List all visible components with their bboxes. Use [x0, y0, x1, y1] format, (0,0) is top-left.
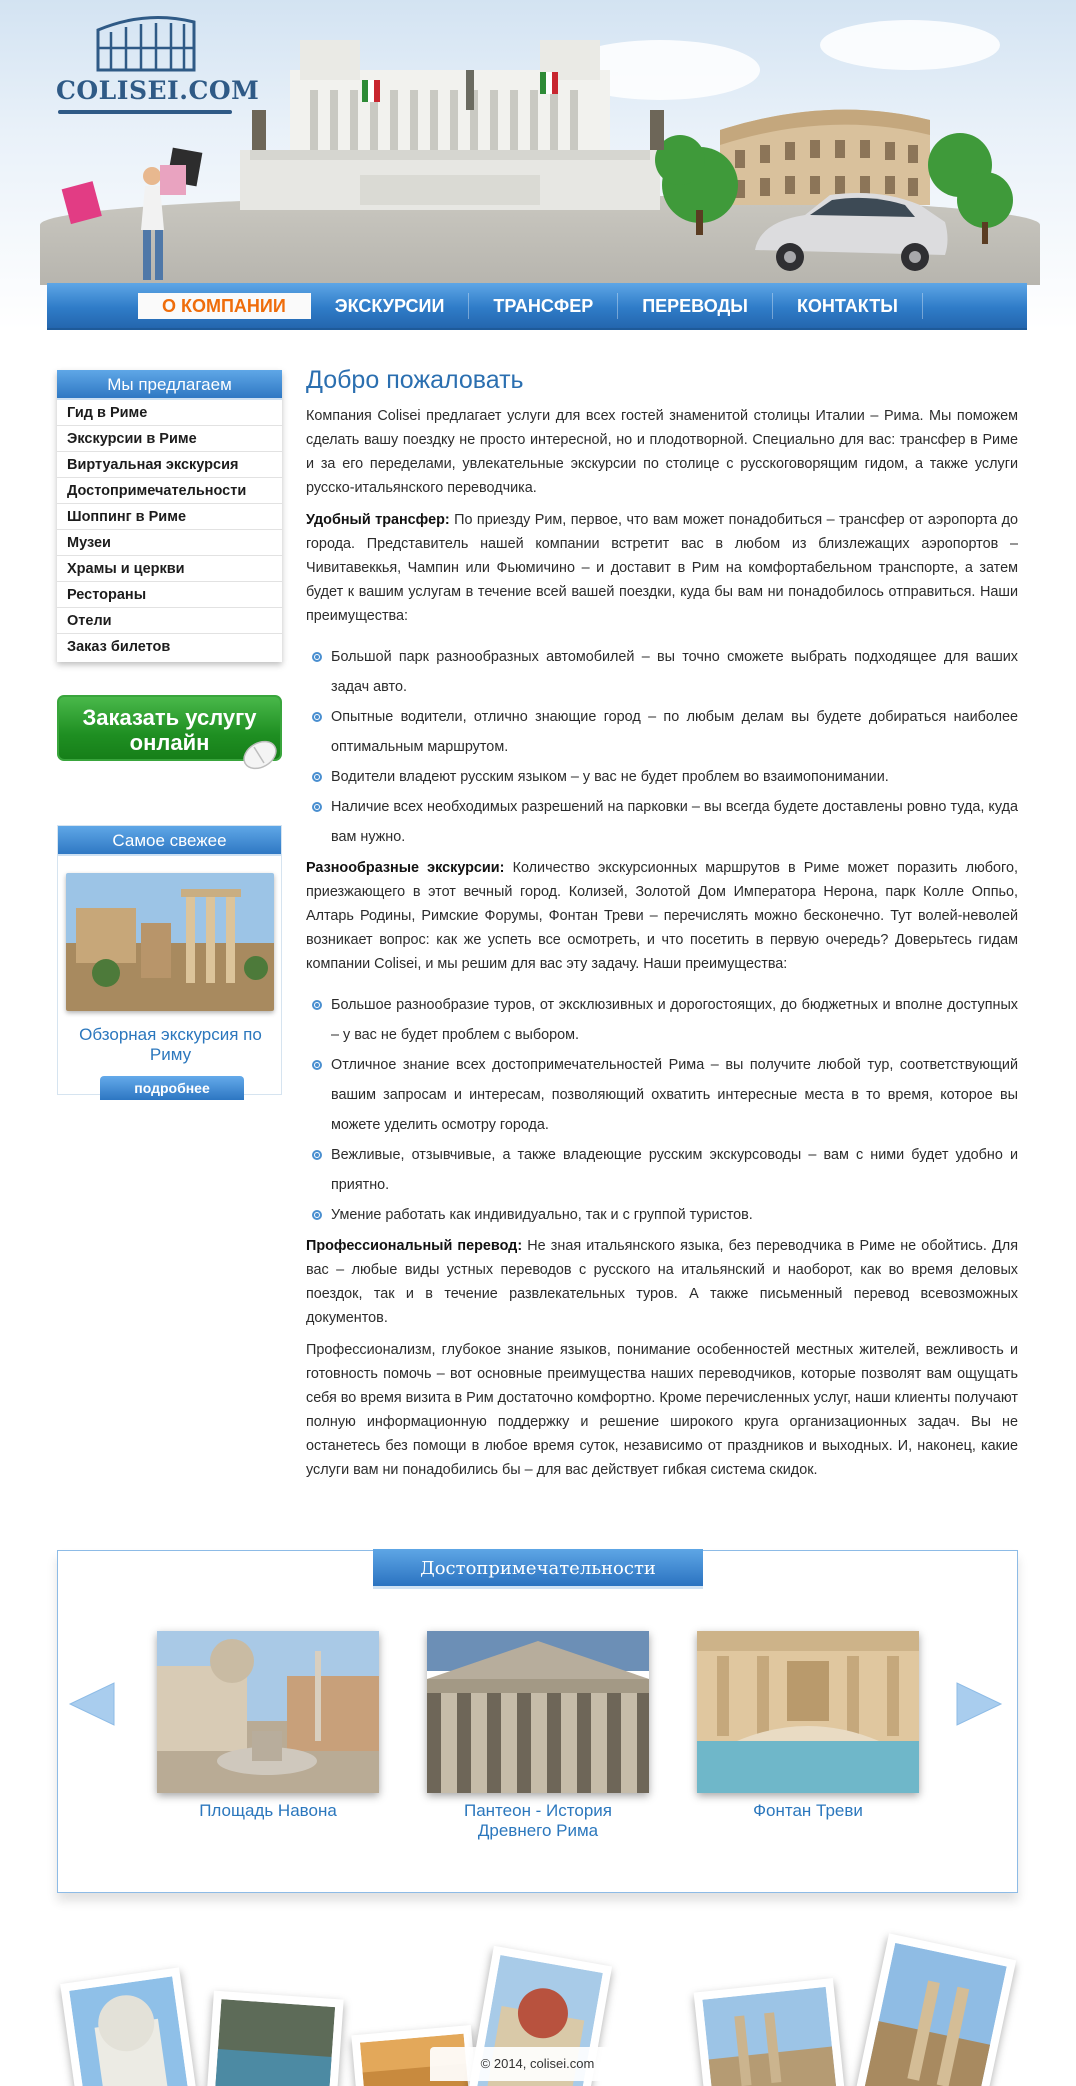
pisa-picture: [69, 1976, 191, 2086]
sight-caption: Фонтан Треви: [753, 1801, 863, 1820]
bullet-icon: [312, 802, 322, 812]
list-item: [306, 642, 1018, 702]
excursion-text: Количество экскурсионных маршрутов в Риме может поразить любого, приезжающего в этот вечный город. Колизей, Золотой Дом Императора Нерона, парк Колле Оппьо, Алтарь Родины, Римские Форумы, Фонтан Треви – перечислять можно бесконечно. Тут волей-неволей возникает вопрос: как же успеть все осмотреть, и что посетить в первую очередь? Доверьтесь гидам компании Colisei, и мы решим для вас эту задачу. Наши преимущества:: [306, 860, 1018, 972]
piazza-navona-picture: [157, 1631, 379, 1793]
bullet-icon: [312, 652, 322, 662]
list-item: [306, 1200, 1018, 1230]
nav-item-about[interactable]: О КОМПАНИИ: [138, 293, 311, 319]
photo-pisa: [60, 1967, 200, 2086]
arrow-left-icon[interactable]: [66, 1679, 116, 1729]
header-banner: [0, 0, 1076, 330]
list-item-text: Большое разнообразие туров, от эксклюзивных и дорогостоящих, до бюджетных и вполне доступных – у вас не будет проблем с выбором.: [331, 997, 1018, 1043]
bullet-icon: [312, 772, 322, 782]
translation-paragraph: [306, 1234, 1018, 1330]
site-logo[interactable]: [56, 10, 260, 110]
sidebar-item-excursions[interactable]: Экскурсии в Риме: [57, 426, 282, 452]
list-item-text: Вежливые, отзывчивые, а также владеющие русским экскурсоводы – вам с ними будет удобно и приятно.: [331, 1147, 1018, 1193]
list-item-text: Отличное знание всех достопримечательностей Рима – вы получите любой тур, соответствующий вашим запросам и интересам, позволяющий охватить интересные места в то время, которое вы можете уделить осмотру города.: [331, 1057, 1018, 1133]
list-item: [306, 1140, 1018, 1200]
transfer-paragraph: [306, 508, 1018, 628]
list-item: [306, 702, 1018, 762]
transfer-text: По приезду Рим, первое, что вам может понадобиться – трансфер от аэропорта до города. Представитель нашей компании встретит вас в любом из близлежащих аэропортов – Чивитавеккья, Чампин или Фьюмичино – и доставит в Рим на комфортабельном транспорте, а затем будет к вашим услугам в течение всей вашей поездки, куда бы вам ни понадобилось отправиться. Наши преимущества:: [306, 512, 1018, 624]
sidebar-item-sights[interactable]: Достопримечательности: [57, 478, 282, 504]
coliseum: [720, 110, 930, 205]
excursion-paragraph: [306, 856, 1018, 976]
sidebar-item-shopping[interactable]: Шоппинг в Риме: [57, 504, 282, 530]
list-item-text: Опытные водители, отлично знающие город – по любым делам вы будете добираться наиболее оптимальным маршрутом.: [331, 709, 1018, 755]
pantheon-picture: [427, 1631, 649, 1793]
sights-carousel: [57, 1550, 1018, 1893]
bullet-icon: [312, 1000, 322, 1010]
ruins-picture: [702, 1987, 837, 2086]
vittoriano-monument: [240, 40, 660, 210]
sight-card-navona[interactable]: [157, 1631, 379, 1821]
sights-title: Достопримечательности: [373, 1549, 703, 1589]
sidebar-item-churches[interactable]: Храмы и церкви: [57, 556, 282, 582]
main-content: [306, 365, 1018, 1490]
sidebar-item-hotels[interactable]: Отели: [57, 608, 282, 634]
photo-forum: [854, 1933, 1017, 2086]
nav-item-excursions[interactable]: ЭКСКУРСИИ: [311, 293, 470, 319]
logo-text: COLISEI.COM: [56, 76, 260, 105]
list-item-text: Водители владеют русским языком – у вас не будет проблем во взаимопонимании.: [331, 769, 889, 785]
list-item-text: Большой парк разнообразных автомобилей – вы точно сможете выбрать подходящее для ваших задач авто.: [331, 649, 1018, 695]
nav-item-contacts[interactable]: КОНТАКТЫ: [773, 293, 923, 319]
translation-text: Не зная итальянского языка, без переводчика в Риме не обойтись. Для вас – любые виды устных переводов с русского на итальянский и наоборот, как во время деловых поездок, так и в течение развлекательных туров. А также письменный перевод всевозможных документов.: [306, 1238, 1018, 1326]
bullet-icon: [312, 1150, 322, 1160]
roman-forum-image[interactable]: [66, 873, 274, 1011]
bullet-icon: [312, 712, 322, 722]
list-item: [306, 990, 1018, 1050]
bullet-icon: [312, 1210, 322, 1220]
logo-underline: [58, 110, 232, 114]
sidebar-item-virtual-tour[interactable]: Виртуальная экскурсия: [57, 452, 282, 478]
order-service-button[interactable]: [57, 695, 282, 761]
more-button[interactable]: подробнее: [100, 1076, 244, 1100]
mouse-icon: [232, 733, 282, 773]
list-item-text: Наличие всех необходимых разрешений на парковки – вы всегда будете доставлены ровно туда, куда вам нужно.: [331, 799, 1018, 845]
closing-paragraph: Профессионализм, глубокое знание языков, понимание особенностей местных жителей, вежливость и готовность помочь – вот основные преимущества наших переводчиков, которые позволят вам ощущать себя во время визита в Рим достаточно комфортно. Кроме перечисленных услуг, наши клиенты получают полную информационную поддержку и решение широкого круга организационных задач. Вы не останетесь без помощи в любое время суток, независимо от праздников и выходных. И, наконец, какие услуги вам ни понадобились бы – для вас действует гибкая система скидок.: [306, 1342, 1018, 1478]
excursion-advantages: [306, 990, 1018, 1230]
sight-caption: Пантеон - История Древнего Рима: [464, 1801, 612, 1840]
photo-ruins: [694, 1978, 847, 2086]
fountain-picture: [215, 1999, 335, 2086]
pantheon-image: [427, 1631, 649, 1793]
sight-caption: Площадь Навона: [199, 1801, 337, 1820]
excursion-label: Разнообразные экскурсии:: [306, 860, 505, 876]
main-navigation: [47, 283, 1027, 330]
translation-label: Профессиональный перевод:: [306, 1238, 523, 1254]
copyright: © 2014, colisei.com: [430, 2047, 645, 2081]
nav-item-translations[interactable]: ПЕРЕВОДЫ: [618, 293, 773, 319]
latest-news-box: [57, 825, 282, 1095]
shopper-figure: [62, 148, 203, 280]
latest-news-link[interactable]: Обзорная экскурсия по Риму: [79, 1025, 262, 1064]
transfer-advantages: [306, 642, 1018, 852]
sidebar-item-guide[interactable]: Гид в Риме: [57, 400, 282, 426]
sight-card-pantheon[interactable]: [427, 1631, 649, 1841]
trevi-fountain-picture: [697, 1631, 919, 1793]
sidebar-item-tickets[interactable]: Заказ билетов: [67, 639, 171, 655]
photo-fountain: [206, 1991, 343, 2086]
nav-item-transfer[interactable]: ТРАНСФЕР: [469, 293, 618, 319]
bullet-icon: [312, 1060, 322, 1070]
latest-news-title: Самое свежее: [58, 826, 281, 856]
list-item: [306, 1050, 1018, 1140]
sight-card-trevi[interactable]: [697, 1631, 919, 1821]
intro-paragraph: Компания Colisei предлагает услуги для всех гостей знаменитой столицы Италии – Рима. Мы поможем сделать вашу поездку не просто интересной, но и плодотворной. Специально для вас: трансфер в Риме и за его переделами, увлекательные экскурсии по столице с русскоговорящим гидом, а также услуги русско-итальянского переводчика.: [306, 408, 1018, 496]
list-item-text: Умение работать как индивидуально, так и с группой туристов.: [331, 1207, 753, 1223]
forum-picture: [863, 1943, 1007, 2086]
roman-forum-picture: [66, 873, 274, 1011]
list-item: [306, 762, 1018, 792]
piazza-navona-image: [157, 1631, 379, 1793]
page-title: Добро пожаловать: [306, 366, 524, 394]
offer-menu-title: Мы предлагаем: [57, 370, 282, 400]
colosseum-logo-icon: [56, 10, 234, 76]
order-service-label: Заказать услугу онлайн: [82, 705, 257, 755]
trevi-fountain-image: [697, 1631, 919, 1793]
offer-menu-list: [57, 400, 282, 662]
offer-menu: [57, 370, 282, 662]
sidebar-item-restaurants[interactable]: Рестораны: [57, 582, 282, 608]
transfer-label: Удобный трансфер:: [306, 512, 450, 528]
list-item: [306, 792, 1018, 852]
arrow-right-icon[interactable]: [955, 1679, 1005, 1729]
sidebar-item-museums[interactable]: Музеи: [57, 530, 282, 556]
